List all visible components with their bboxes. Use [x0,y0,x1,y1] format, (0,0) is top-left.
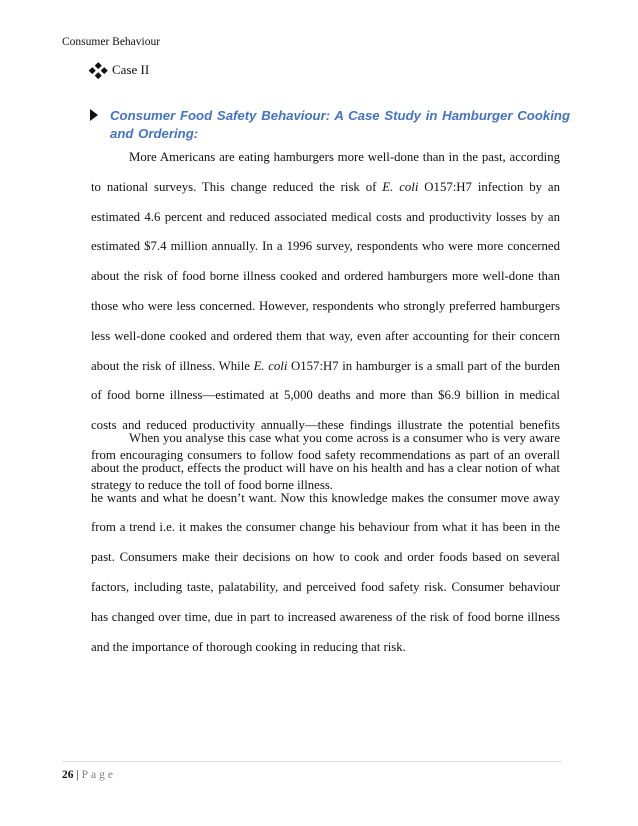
arrow-bullet-icon [90,109,98,121]
case-heading [90,62,149,78]
page-word: Page [81,769,116,781]
paragraph-1-text-b: O157:H7 infection by an estimated 4.6 percent and reduced associated medical costs and productivity losses by an estimated $7.4 million annually. In a 1996 survey, respondents who were more concerned about the risk of food borne illness cooked and ordered hamburgers more well-done than those who were less concerned. However, respondents who strongly preferred hamburgers less well-done cooked and ordered them that way, even after accounting for their concern about the risk of illness. While [91,179,560,373]
paragraph-1-text-c: O157:H7 in hamburger is a small part of the burden of food borne illness—estimated at 5,000 deaths and more than $6.9 billion in medical costs and reduced productivity annually—these findings illustrate the potential benefits from encouraging consumers to follow food safety recommendations as part of an overall strategy to reduce the toll of food borne illness. [91,358,560,492]
diamond-bullet-icon [90,63,107,77]
page-footer [62,769,116,781]
section-subtitle: Consumer Food Safety Behaviour: A Case Study in Hamburger Cooking and Ordering: [110,108,570,141]
subtitle-line [90,107,570,143]
paragraph-2-text: When you analyse this case what you come across is a consumer who is very aware about the product, effects the product will have on his health and has a clear notion of what he wants and what he doesn’t want. Now this knowledge makes the consumer move away from a trend i.e. it makes the consumer change his behaviour from what it has been in the past. Consumers make their decisions on how to cook and order foods based on several factors, including taste, palatability, and perceived food safety risk. Consumer behaviour has changed over time, due in part to increased awareness of the risk of food borne illness and the importance of thorough cooking in reducing that risk. [91,431,560,654]
page-number: 26 [62,769,74,781]
running-header: Consumer Behaviour [62,36,161,48]
footer-divider [62,761,562,762]
paragraph-2 [91,424,560,662]
ecoli-italic-1: E. coli [382,179,419,194]
ecoli-italic-2: E. coli [253,358,288,373]
footer-separator: | [73,769,82,781]
case-label: Case II [112,62,150,77]
paragraph-1-text-a: More Americans are eating hamburgers more well-done than in the past, according to national surveys. This change reduced the risk of [91,150,560,194]
